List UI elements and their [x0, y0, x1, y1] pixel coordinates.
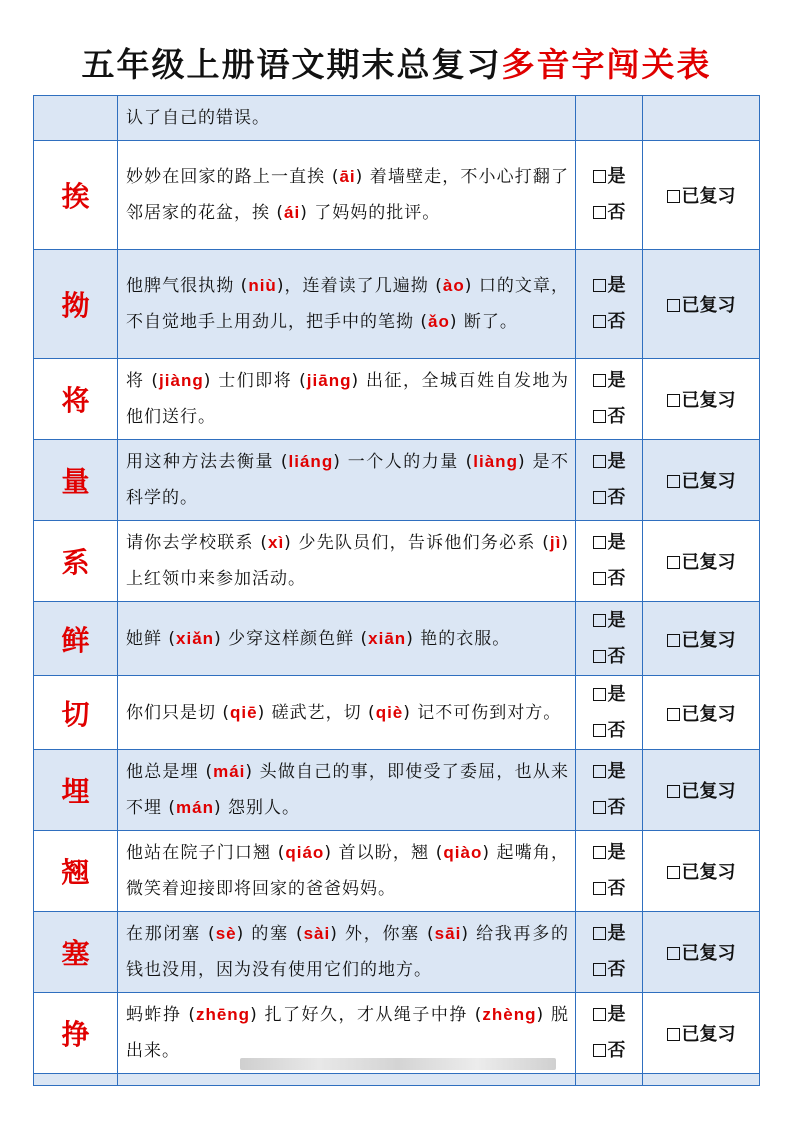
example-sentence: [118, 831, 576, 912]
table-row: [34, 359, 760, 440]
no-option[interactable]: [576, 713, 642, 749]
checkbox-icon[interactable]: [593, 572, 606, 585]
review-option[interactable]: [643, 777, 759, 803]
pinyin: xiān: [368, 628, 407, 648]
pinyin: jì: [549, 533, 562, 552]
no-option[interactable]: [576, 871, 642, 907]
yes-label: 是: [607, 761, 626, 782]
sentence-text: ) 上红领巾来参加活动。: [126, 533, 569, 589]
review-label: 已复习: [681, 390, 736, 411]
yes-no-cell: [576, 250, 643, 359]
pinyin: xiǎn: [176, 628, 215, 648]
example-sentence: [118, 440, 576, 521]
sentence-text: ) 给我再多的钱也没用，因为没有使用它们的地方。: [126, 924, 569, 980]
sentence-text: ) 着墙壁走，不小心打翻了邻居家的花盆，挨 (: [126, 167, 569, 223]
review-option[interactable]: [643, 700, 759, 726]
no-label: 否: [607, 406, 626, 427]
sentence-text: 蚂蚱挣 (: [126, 1005, 196, 1025]
yes-option[interactable]: [576, 525, 642, 561]
no-option[interactable]: [576, 304, 642, 340]
review-option[interactable]: [643, 858, 759, 884]
table-row: [34, 521, 760, 602]
example-sentence: [118, 912, 576, 993]
no-label: 否: [607, 797, 626, 818]
sentence-text: ) 磋武艺，切 (: [257, 702, 376, 723]
sentence-text: 认了自己的错误。: [126, 108, 270, 128]
example-sentence: [118, 602, 576, 676]
checkbox-icon[interactable]: [593, 614, 606, 627]
sentence-text: ) 少先队员们，告诉他们务必系 (: [284, 533, 550, 553]
sentence-text: 将 (: [126, 371, 160, 391]
sentence-text: 他脾气很执拗 (: [126, 276, 249, 296]
pinyin: qiào: [443, 843, 483, 862]
pinyin: āi: [339, 167, 356, 186]
yes-option[interactable]: [576, 268, 642, 304]
yes-label: 是: [607, 166, 626, 187]
yes-label: 是: [607, 532, 626, 553]
sentence-text: ) 起嘴角，微笑着迎接即将回家的爸爸妈妈。: [126, 843, 569, 899]
review-label: 已复习: [681, 862, 736, 883]
no-option[interactable]: [576, 195, 642, 231]
review-label: 已复习: [681, 1024, 736, 1045]
yes-option[interactable]: [576, 677, 642, 713]
checkbox-icon[interactable]: [593, 688, 606, 701]
sentence-text: 妙妙在回家的路上一直挨 (: [126, 167, 340, 187]
review-cell: [643, 602, 760, 676]
pinyin: zhēng: [195, 1005, 251, 1024]
review-label: 已复习: [681, 471, 736, 492]
polyphone-char: 挨: [34, 141, 118, 250]
table-row: [34, 250, 760, 359]
checkbox-icon[interactable]: [667, 785, 680, 798]
sentence-text: 她鲜 (: [126, 628, 177, 649]
checkbox-icon[interactable]: [667, 708, 680, 721]
yes-option[interactable]: [576, 603, 642, 639]
no-option[interactable]: [576, 399, 642, 435]
checkbox-icon[interactable]: [593, 491, 606, 504]
table-row-cutoff: [34, 1074, 760, 1086]
sentence-text: ) 怨别人。: [214, 798, 301, 818]
checkbox-icon[interactable]: [593, 1008, 606, 1021]
sentence-text: ) 是不科学的。: [126, 452, 569, 508]
sentence-text: 请你去学校联系 (: [126, 533, 268, 553]
sentence-text: ) 少穿这样颜色鲜 (: [214, 628, 369, 649]
pinyin: mái: [213, 762, 246, 781]
yes-no-cell: [576, 359, 643, 440]
title-main: 五年级上册语文期末总复习: [81, 45, 502, 84]
no-option[interactable]: [576, 480, 642, 516]
polyphone-char: 量: [34, 440, 118, 521]
yes-label: 是: [607, 923, 626, 944]
review-option[interactable]: [643, 386, 759, 412]
checkbox-icon[interactable]: [593, 724, 606, 737]
sentence-text: 他总是埋 (: [126, 762, 214, 782]
yes-no-cell: [576, 676, 643, 750]
example-sentence: [118, 676, 576, 750]
review-label: 已复习: [681, 295, 736, 316]
yes-option[interactable]: [576, 363, 642, 399]
polyphone-char: [34, 96, 118, 141]
empty-cell: [118, 1074, 576, 1086]
review-option[interactable]: [643, 626, 759, 652]
yes-option[interactable]: [576, 159, 642, 195]
sentence-text: ) 头做自己的事，即使受了委屈，也从来不埋 (: [126, 762, 569, 818]
review-label: 已复习: [681, 186, 736, 207]
empty-cell: [576, 1074, 643, 1086]
review-cell: [643, 250, 760, 359]
yes-no-cell: [576, 831, 643, 912]
review-label: 已复习: [681, 629, 736, 651]
sentence-text: ) 艳的衣服。: [406, 628, 511, 649]
review-cell: [643, 912, 760, 993]
sentence-text: 他站在院子门口翘 (: [126, 843, 286, 863]
sentence-text: 用这种方法去衡量 (: [126, 452, 289, 472]
polyphone-char: 拗: [34, 250, 118, 359]
no-option[interactable]: [576, 639, 642, 675]
pinyin: mán: [176, 798, 215, 817]
checkbox-icon[interactable]: [593, 455, 606, 468]
checkbox-icon[interactable]: [667, 394, 680, 407]
sentence-text: ) 外，你塞 (: [330, 924, 435, 944]
polyphone-table: [33, 95, 760, 1086]
sentence-text: ) 首以盼，翘 (: [324, 843, 444, 863]
empty-cell: [643, 1074, 760, 1086]
example-sentence: [118, 521, 576, 602]
table-row: [34, 96, 760, 141]
pinyin: qiáo: [285, 843, 325, 862]
review-option[interactable]: [643, 182, 759, 208]
table-row: [34, 831, 760, 912]
sentence-text: ) 了妈妈的批评。: [300, 203, 441, 223]
table-row: [34, 750, 760, 831]
polyphone-char: 将: [34, 359, 118, 440]
review-cell: [643, 440, 760, 521]
sentence-text: ) 一个人的力量 (: [333, 452, 474, 472]
checkbox-icon[interactable]: [667, 475, 680, 488]
pinyin: qiè: [375, 702, 404, 722]
table-row: [34, 141, 760, 250]
review-cell: [643, 96, 760, 141]
page-title: [0, 40, 793, 90]
no-label: 否: [607, 568, 626, 589]
checkbox-icon[interactable]: [593, 279, 606, 292]
no-label: 否: [607, 202, 626, 223]
yes-no-cell: [576, 912, 643, 993]
no-label: 否: [607, 959, 626, 980]
sentence-text: ) 口的文章，不自觉地手上用劲儿，把手中的笔拗 (: [126, 276, 569, 332]
pinyin: sài: [303, 924, 331, 943]
polyphone-char: 鲜: [34, 602, 118, 676]
sentence-text: ) 的塞 (: [236, 924, 304, 944]
table-row: [34, 440, 760, 521]
yes-label: 是: [607, 609, 626, 631]
yes-no-cell: [576, 602, 643, 676]
review-cell: [643, 993, 760, 1074]
pinyin: ái: [284, 203, 301, 222]
sentence-text: ) 士们即将 (: [203, 371, 307, 391]
review-cell: [643, 831, 760, 912]
no-option[interactable]: [576, 790, 642, 826]
polyphone-char: 系: [34, 521, 118, 602]
review-label: 已复习: [681, 552, 736, 573]
checkbox-icon[interactable]: [593, 882, 606, 895]
checkbox-icon[interactable]: [593, 927, 606, 940]
sentence-text: ) 出征，全城百姓自发地为他们送行。: [126, 371, 569, 427]
example-sentence: [118, 96, 576, 141]
polyphone-char: 挣: [34, 993, 118, 1074]
checkbox-icon[interactable]: [593, 315, 606, 328]
pinyin: liàng: [473, 452, 518, 471]
table-row: [34, 602, 760, 676]
yes-option[interactable]: [576, 444, 642, 480]
pinyin: jiàng: [159, 371, 204, 390]
review-label: 已复习: [681, 781, 736, 802]
checkbox-icon[interactable]: [593, 536, 606, 549]
yes-no-cell: [576, 96, 643, 141]
checkbox-icon[interactable]: [593, 963, 606, 976]
polyphone-char: 翘: [34, 831, 118, 912]
pinyin: niù: [248, 276, 277, 295]
checkbox-icon[interactable]: [593, 170, 606, 183]
checkbox-icon[interactable]: [667, 299, 680, 312]
checkbox-icon[interactable]: [667, 634, 680, 647]
yes-option[interactable]: [576, 916, 642, 952]
checkbox-icon[interactable]: [593, 765, 606, 778]
sentence-text: ) 脱出来。: [126, 1005, 569, 1061]
table-row: [34, 912, 760, 993]
review-label: 已复习: [681, 943, 736, 964]
sentence-text: ) 记不可伤到对方。: [403, 702, 562, 723]
pinyin: xì: [267, 533, 285, 552]
checkbox-icon[interactable]: [667, 866, 680, 879]
pinyin: zhèng: [482, 1005, 537, 1024]
empty-cell: [34, 1074, 118, 1086]
yes-label: 是: [607, 1004, 626, 1025]
pinyin: ào: [442, 276, 465, 295]
yes-no-cell: [576, 993, 643, 1074]
table-row: [34, 676, 760, 750]
yes-label: 是: [607, 275, 626, 296]
pinyin: ǎo: [428, 312, 450, 331]
yes-option[interactable]: [576, 754, 642, 790]
no-label: 否: [607, 487, 626, 508]
example-sentence: [118, 250, 576, 359]
polyphone-char: 埋: [34, 750, 118, 831]
yes-label: 是: [607, 842, 626, 863]
pinyin: liáng: [288, 452, 334, 471]
checkbox-icon[interactable]: [667, 190, 680, 203]
yes-option[interactable]: [576, 835, 642, 871]
checkbox-icon[interactable]: [593, 206, 606, 219]
yes-no-cell: [576, 141, 643, 250]
yes-no-cell: [576, 750, 643, 831]
pinyin: sè: [215, 924, 237, 943]
no-label: 否: [607, 645, 626, 667]
yes-no-cell: [576, 521, 643, 602]
review-cell: [643, 676, 760, 750]
pinyin: jiāng: [306, 371, 352, 390]
review-option[interactable]: [643, 939, 759, 965]
example-sentence: [118, 359, 576, 440]
sentence-text: )，连着读了几遍拗 (: [276, 276, 443, 296]
yes-no-cell: [576, 440, 643, 521]
no-label: 否: [607, 311, 626, 332]
yes-option[interactable]: [576, 997, 642, 1033]
no-label: 否: [607, 878, 626, 899]
checkbox-icon[interactable]: [667, 947, 680, 960]
review-cell: [643, 359, 760, 440]
yes-label: 是: [607, 451, 626, 472]
title-highlight: 多音字闯关表: [501, 45, 712, 84]
review-option[interactable]: [643, 1020, 759, 1046]
sentence-text: 在那闭塞 (: [126, 924, 216, 944]
pinyin: qiē: [230, 702, 258, 722]
yes-label: 是: [607, 683, 626, 705]
checkbox-icon[interactable]: [593, 801, 606, 814]
review-cell: [643, 750, 760, 831]
sentence-text: 你们只是切 (: [126, 702, 231, 723]
review-option[interactable]: [643, 291, 759, 317]
checkbox-icon[interactable]: [593, 410, 606, 423]
example-sentence: [118, 141, 576, 250]
pinyin: sāi: [434, 924, 462, 943]
review-label: 已复习: [681, 703, 736, 725]
example-sentence: [118, 750, 576, 831]
review-cell: [643, 521, 760, 602]
checkbox-icon[interactable]: [593, 1044, 606, 1057]
polyphone-char: 塞: [34, 912, 118, 993]
no-option[interactable]: [576, 561, 642, 597]
polyphone-char: 切: [34, 676, 118, 750]
checkbox-icon[interactable]: [667, 1028, 680, 1041]
sentence-text: ) 扎了好久，才从绳子中挣 (: [250, 1005, 483, 1025]
no-label: 否: [607, 719, 626, 741]
review-option[interactable]: [643, 548, 759, 574]
review-cell: [643, 141, 760, 250]
review-option[interactable]: [643, 467, 759, 493]
checkbox-icon[interactable]: [593, 374, 606, 387]
checkbox-icon[interactable]: [667, 556, 680, 569]
no-option[interactable]: [576, 952, 642, 988]
checkbox-icon[interactable]: [593, 650, 606, 663]
yes-label: 是: [607, 370, 626, 391]
no-label: 否: [607, 1040, 626, 1061]
blurred-footer-watermark: [240, 1058, 556, 1070]
checkbox-icon[interactable]: [593, 846, 606, 859]
sentence-text: ) 断了。: [449, 312, 518, 332]
no-option[interactable]: [576, 1033, 642, 1069]
